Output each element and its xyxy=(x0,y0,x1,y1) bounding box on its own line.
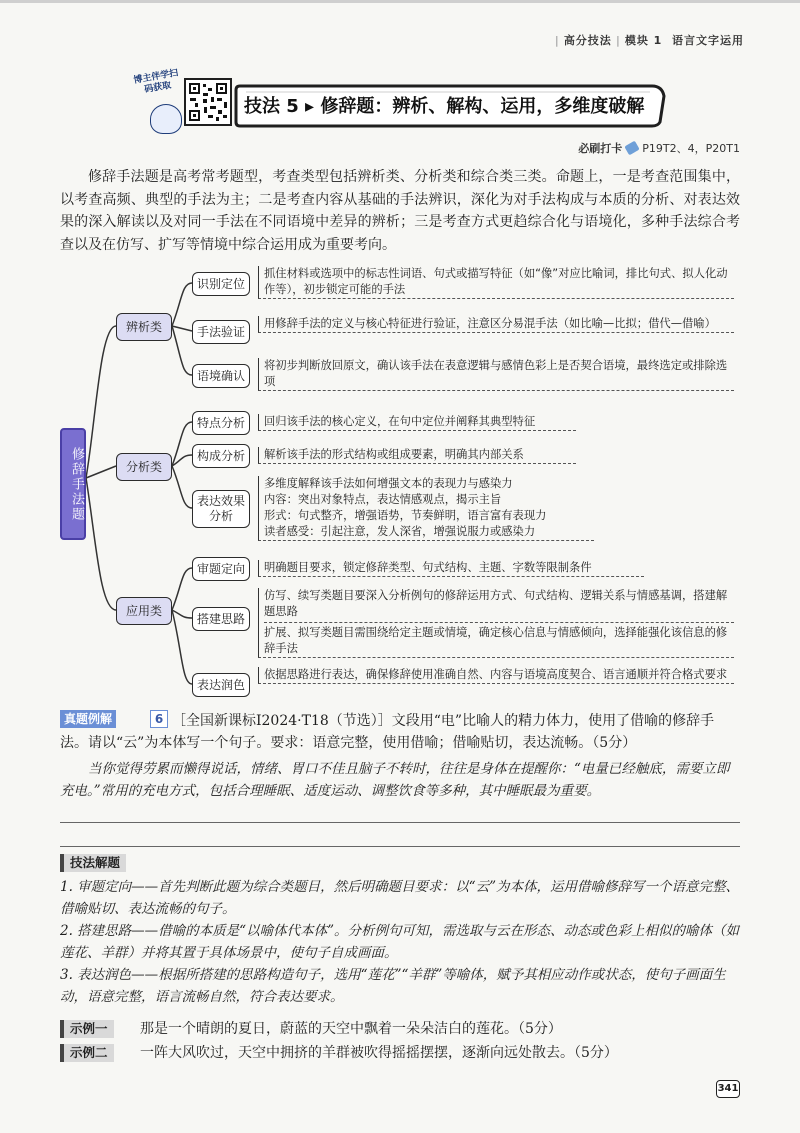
header-module: 模块 1 xyxy=(624,34,663,47)
intro-paragraph: 修辞手法题是高考常考题型，考查类型包括辨析类、分析类和综合类三类。命题上，一是考查范围集中，以考查高频、典型的手法为主；二是考查内容从基础的手法辨识，深化为对手法构成与本质的分析、对表达效果的深入解读以及对同一手法在不同语境中差异的辨析；三是考查方式更趋综合化与语境化，多种手法综合考查以及在仿写、扩写等情境中综合运用成为重要考向。 xyxy=(60,169,740,253)
desc-identify: 抓住材料或选项中的标志性词语、句式或描写特征（如“像”对应比喻词，排比句式、拟人化动作等），初步锁定可能的手法 xyxy=(258,266,734,299)
example-2-text: 一阵大风吹过，天空中拥挤的羊群被吹得摇摇摆摆，逐渐向远处散去。（5分） xyxy=(140,1045,618,1061)
desc-build-line-2: 扩展、拟写类题目需围绕给定主题或情境，确定核心信息与情感倾向，选择能强化该信息的修辞手法 xyxy=(264,626,728,655)
method-step-1: 1. 审题定向——首先判断此题为综合类题目，然后明确题目要求：以“云”为本体，运用借喻修辞写一个语意完整、借喻贴切、表达流畅的句子。 xyxy=(60,879,739,917)
page-number: 341 xyxy=(716,1080,740,1098)
desc-orient: 明确题目要求，锁定修辞类型、句式结构、主题、字数等限制条件 xyxy=(258,560,644,577)
category-fenxi: 分析类 xyxy=(116,453,172,481)
header-book: 高分技法 xyxy=(563,34,612,47)
desc-build-line-1: 仿写、续写类题目要深入分析例句的修辞运用方式、句式结构、逻辑关系与情感基调，搭建解题思路 xyxy=(264,588,734,623)
mindmap-root: 修辞手法题 xyxy=(60,428,86,540)
desc-effect-line-2: 内容：突出对象特点，表达情感观点，揭示主旨 xyxy=(264,493,502,506)
sub-node-orient: 审题定向 xyxy=(192,557,250,581)
exam-tag: 真题例解 xyxy=(60,710,116,728)
header-section: 语言文字运用 xyxy=(672,34,744,47)
answer-line-1 xyxy=(60,822,740,823)
running-header: | 高分技法 | 模块 1 语言文字运用 xyxy=(554,34,744,47)
desc-build xyxy=(258,588,734,658)
desc-effect-line-4: 读者感受：引起注意，发人深省，增强说服力或感染力 xyxy=(264,525,536,538)
sub-node-identify: 识别定位 xyxy=(192,272,250,296)
category-bianxi: 辨析类 xyxy=(116,313,172,341)
desc-effect-line-3: 形式：句式整齐，增强语势，节奏鲜明，语言富有表现力 xyxy=(264,509,547,522)
must-do-label: 必刷打卡 xyxy=(578,142,623,155)
example-1-text: 那是一个晴朗的夏日，蔚蓝的天空中飘着一朵朵洁白的莲花。（5分） xyxy=(140,1021,562,1037)
exam-question: ［全国新课标Ⅰ2024·T18（节选）］文段用“电”比喻人的精力体力，使用了借喻的修辞手法。请以“云”为本体写一个句子。要求：语意完整，使用借喻；借喻贴切，表达流畅。（5分） xyxy=(60,713,715,751)
sub-node-feature: 特点分析 xyxy=(192,411,250,435)
desc-verify: 用修辞手法的定义与核心特征进行验证，注意区分易混手法（如比喻—比拟；借代—借喻） xyxy=(258,316,734,333)
desc-context: 将初步判断放回原文，确认该手法在表意逻辑与感情色彩上是否契合语境，最终选定或排除选项 xyxy=(258,358,734,391)
sub-node-context: 语境确认 xyxy=(192,364,250,388)
desc-feature: 回归该手法的核心定义，在句中定位并阐释其典型特征 xyxy=(258,414,576,431)
example-2-tag: 示例二 xyxy=(60,1044,114,1062)
technique-title: 技法 5 ▸ 修辞题：辨析、解构、运用，多维度破解 xyxy=(244,96,645,117)
desc-effect xyxy=(258,476,594,541)
exam-number: 6 xyxy=(150,710,168,728)
qr-label: 博主伴学扫码获取 xyxy=(132,68,179,96)
category-yingyong: 应用类 xyxy=(116,597,172,625)
exam-material: 当你觉得劳累而懒得说话，情绪、胃口不佳且脑子不转时，往往是身体在提醒你：“电量已经触底，需要立即充电。”常用的充电方式，包括合理睡眠、适度运动、调整饮食等多种，其中睡眠最为重要。 xyxy=(60,761,730,799)
method-tag: 技法解题 xyxy=(60,854,126,872)
example-1-tag: 示例一 xyxy=(60,1020,114,1038)
sub-node-build: 搭建思路 xyxy=(192,607,250,631)
sub-node-structure: 构成分析 xyxy=(192,444,250,468)
answer-line-2 xyxy=(60,846,740,847)
method-step-3: 3. 表达润色——根据所搭建的思路构造句子，选用“莲花”“羊群”等喻体，赋予其相应动作或状态，使句子画面生动，语意完整，语言流畅自然，符合表达要求。 xyxy=(60,967,726,1005)
desc-structure: 解析该手法的形式结构或组成要素，明确其内部关系 xyxy=(258,447,576,464)
method-step-2: 2. 搭建思路——借喻的本质是“以喻体代本体”。分析例句可知，需选取与云在形态、动态或色彩上相似的喻体（如莲花、羊群）并将其置于具体场景中，使句子自成画面。 xyxy=(60,923,739,961)
desc-polish: 依据思路进行表达，确保修辞使用准确自然、内容与语境高度契合、语言通顺并符合格式要求 xyxy=(258,667,734,684)
must-do-refs: P19T2、4，P20T1 xyxy=(642,142,740,155)
sub-node-effect: 表达效果分析 xyxy=(192,490,250,528)
sub-node-verify: 手法验证 xyxy=(192,320,250,344)
sub-node-polish: 表达润色 xyxy=(192,673,250,697)
desc-effect-line-1: 多维度解释该手法如何增强文本的表现力与感染力 xyxy=(264,477,513,490)
